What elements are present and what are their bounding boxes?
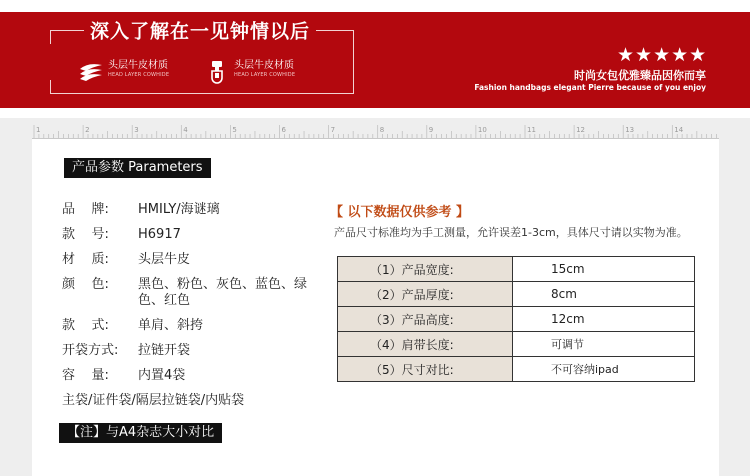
param-row-opening xyxy=(62,343,312,359)
ruler-number: 2 xyxy=(85,126,90,134)
ruler-number: 8 xyxy=(379,126,385,134)
param-label: 款 号: xyxy=(62,227,109,242)
note-heading: 【注】与A4杂志大小对比 xyxy=(59,423,222,443)
ruler-number: 14 xyxy=(674,126,684,134)
dimension-key: （1）产品宽度: xyxy=(338,257,513,282)
ruler-number: 7 xyxy=(330,126,336,134)
dimension-key: （4）肩带长度: xyxy=(338,332,513,357)
param-value: 黑色、粉色、灰色、蓝色、绿色、红色 xyxy=(138,277,308,308)
dimension-value: 15cm xyxy=(513,257,695,282)
param-row-style xyxy=(62,318,312,334)
dimension-value: 不可容纳ipad xyxy=(513,357,695,382)
ruler-number: 1 xyxy=(36,126,41,134)
rating-stars: ★★★★★ xyxy=(617,44,708,66)
param-pockets: 主袋/证件袋/隔层拉链袋/内贴袋 xyxy=(62,393,245,408)
param-label: 款 式: xyxy=(62,318,109,333)
param-value: 头层牛皮 xyxy=(138,252,191,267)
content-panel xyxy=(32,139,719,476)
banner xyxy=(0,0,750,118)
table-row xyxy=(338,332,695,357)
param-label: 颜 色: xyxy=(62,277,109,292)
frame-edge xyxy=(50,30,51,44)
ruler-number: 3 xyxy=(134,126,139,134)
ruler-number: 4 xyxy=(183,126,188,134)
table-row xyxy=(338,307,695,332)
param-row-material xyxy=(62,252,312,268)
dimension-key: （5）尺寸对比: xyxy=(338,357,513,382)
ruler xyxy=(32,121,719,139)
ruler-number: 5 xyxy=(232,126,237,134)
dimension-value: 可调节 xyxy=(513,332,695,357)
ruler-number: 9 xyxy=(428,126,434,134)
tagline-cn: 时尚女包优雅臻品因你而享 xyxy=(574,69,706,82)
reference-title: 【 以下数据仅供参考 】 xyxy=(330,205,470,220)
dimension-key: （3）产品高度: xyxy=(338,307,513,332)
zipper-pull-icon xyxy=(204,60,230,84)
ruler-number: 11 xyxy=(527,126,536,134)
table-row xyxy=(338,257,695,282)
params-list xyxy=(62,202,312,409)
ruler-number: 12 xyxy=(576,126,586,134)
param-value: HMILY/海谜璃 xyxy=(138,202,220,217)
ruler-number: 13 xyxy=(625,126,635,134)
param-row-color xyxy=(62,277,312,309)
layers-icon xyxy=(78,60,104,84)
feature-cowhide-2 xyxy=(204,60,295,86)
param-label: 开袋方式: xyxy=(62,343,119,358)
table-row xyxy=(338,357,695,382)
params-heading: 产品参数 Parameters xyxy=(64,158,211,178)
ruler-number: 10 xyxy=(477,126,487,134)
param-value: 拉链开袋 xyxy=(138,343,191,358)
param-value: H6917 xyxy=(138,227,181,242)
param-label: 品 牌: xyxy=(62,202,109,217)
param-label: 容 量: xyxy=(62,368,109,383)
tagline-en: Fashion handbags elegant Pierre because of you enjoy xyxy=(474,83,706,92)
param-row-brand xyxy=(62,202,312,218)
dimension-key: （2）产品厚度: xyxy=(338,282,513,307)
reference-note: 产品尺寸标准均为手工测量，允许误差1-3cm，具体尺寸请以实物为准。 xyxy=(334,226,688,239)
param-value: 内置4袋 xyxy=(138,368,186,383)
feature-label: 头层牛皮材质 xyxy=(234,60,294,71)
table-row xyxy=(338,282,695,307)
feature-sub: HEAD LAYER COWHIDE xyxy=(234,72,296,78)
dimension-value: 12cm xyxy=(513,307,695,332)
feature-sub: HEAD LAYER COWHIDE xyxy=(108,72,170,78)
param-value: 单肩、斜挎 xyxy=(138,318,204,333)
ruler-number: 6 xyxy=(281,126,286,134)
dimensions-table xyxy=(337,256,695,382)
param-row-capacity xyxy=(62,368,312,384)
feature-cowhide-1 xyxy=(78,60,169,86)
param-row-model xyxy=(62,227,312,243)
dimension-value: 8cm xyxy=(513,282,695,307)
frame-edge xyxy=(50,80,51,93)
param-label: 材 质: xyxy=(62,252,109,267)
feature-label: 头层牛皮材质 xyxy=(108,60,168,71)
banner-headline: 深入了解在一见钟情以后 xyxy=(84,17,316,44)
